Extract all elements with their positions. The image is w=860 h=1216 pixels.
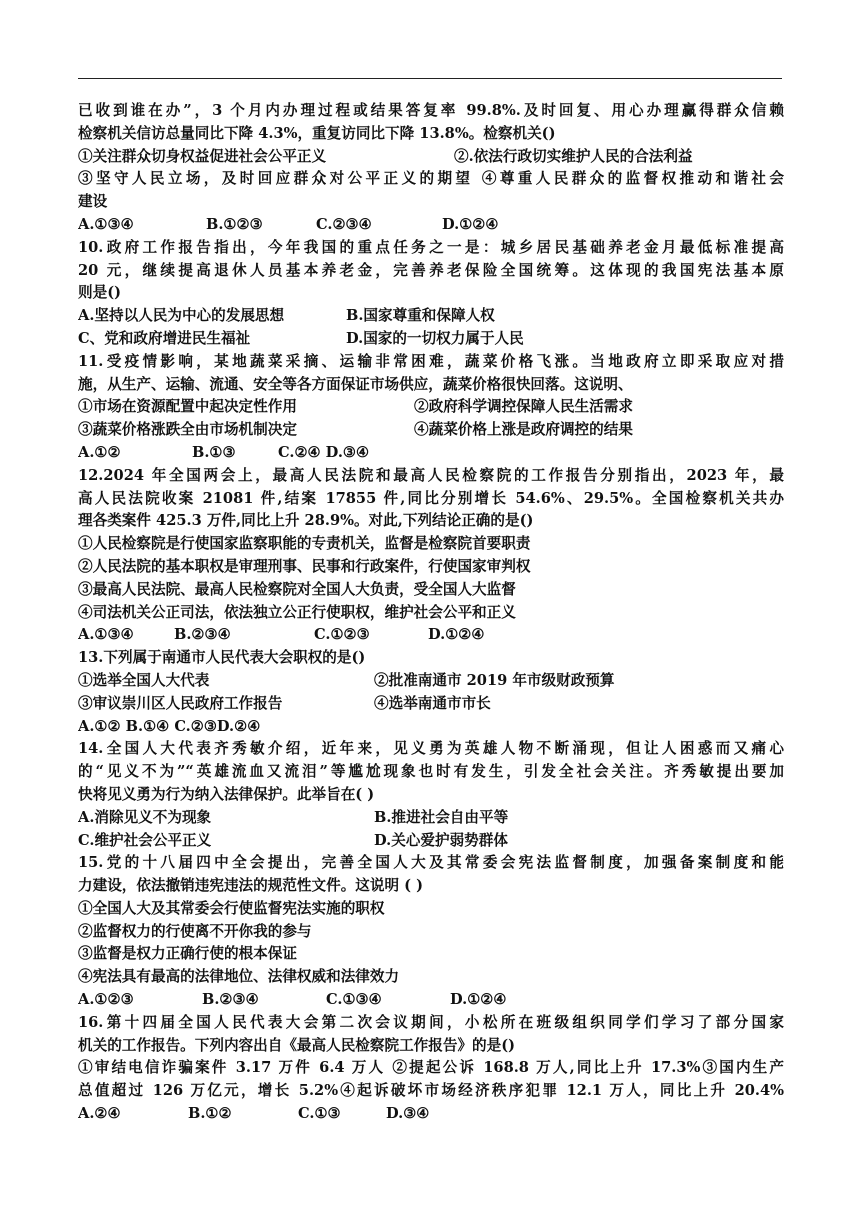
q13-choices: A.①② B.①④ C.②③D.②④	[78, 717, 261, 735]
q13-stem-line: 13.下列属于南通市人民代表大会职权的是()	[78, 649, 366, 667]
q13-option: ①选举全国人大代表	[78, 671, 210, 689]
q15-choices	[78, 989, 784, 1012]
choice: A.①③④	[78, 215, 134, 233]
q15-option: ①全国人大及其常委会行使监督宪法实施的职权	[78, 899, 385, 917]
choice: A.①③④	[78, 626, 134, 644]
q10-option-row	[78, 305, 784, 328]
q13-option-row	[78, 693, 784, 716]
q15-option: ④宪法具有最高的法律地位、法律权威和法律效力	[78, 968, 400, 986]
q11-stem-line: 11.受疫情影响，某地蔬菜采摘、运输非常困难，蔬菜价格飞涨。当地政府立即采取应对措	[78, 352, 784, 370]
choice: C.①③④	[326, 991, 382, 1009]
q10-option: C、党和政府增进民生福祉	[78, 329, 251, 347]
q14-stem-line: 的“见义不为”“英雄流血又流泪”等尴尬现象也时有发生，引发全社会关注。齐秀敏提出要加	[78, 763, 784, 781]
q12-option: ④司法机关公正司法，依法独立公正行使职权，维护社会公平和正义	[78, 603, 516, 621]
choice: C.①②③	[314, 626, 370, 644]
q11-option: ④蔬菜价格上涨是政府调控的结果	[414, 421, 633, 439]
q11-option: ①市场在资源配置中起决定性作用	[78, 398, 297, 416]
q11-choices	[78, 442, 784, 465]
q10-option-row	[78, 328, 784, 351]
q9-choices	[78, 214, 784, 237]
q12-option: ②人民法院的基本职权是审理刑事、民事和行政案件，行使国家审判权	[78, 557, 531, 575]
q16-choices	[78, 1103, 784, 1126]
q14-option: A.消除见义不为现象	[78, 808, 212, 826]
q9-stem-line: 检察机关信访总量同比下降 4.3%，重复访同比下降 13.8%。检察机关()	[78, 124, 556, 142]
q10-stem-line: 10.政府工作报告指出，今年我国的重点任务之一是：城乡居民基础养老金月最低标准提高	[78, 238, 784, 256]
q12-stem-line: 理各类案件 425.3 万件,同比上升 28.9%。对此,下列结论正确的是()	[78, 512, 534, 530]
header-rule	[78, 78, 782, 79]
choice: D.①②④	[428, 626, 485, 644]
choice: C.②④ D.③④	[278, 443, 370, 461]
q11-option-row	[78, 396, 784, 419]
q14-option-row	[78, 830, 784, 853]
choice: B.②③④	[174, 626, 231, 644]
choice: A.①②③	[78, 991, 134, 1009]
q12-option: ③最高人民法院、最高人民检察院对全国人大负责，受全国人大监督	[78, 580, 516, 598]
choice: B.①③	[192, 443, 236, 461]
q10-option: A.坚持以人民为中心的发展思想	[78, 307, 285, 325]
q14-option: D.关心爱护弱势群体	[374, 831, 508, 849]
q9-option: ②.依法行政切实维护人民的合法利益	[454, 147, 693, 165]
q16-stem-line: 机关的工作报告。下列内容出自《最高人民检察院工作报告》的是()	[78, 1036, 516, 1054]
choice: A.②④	[78, 1105, 121, 1123]
q16-option: ①审结电信诈骗案件 3.17 万件 6.4 万人 ②提起公诉 168.8 万人,同比上升 17.3%③国内生产	[78, 1059, 784, 1077]
q13-option: ③审议崇川区人民政府工作报告	[78, 694, 283, 712]
q15-option: ③监督是权力正确行使的根本保证	[78, 945, 297, 963]
q15-option: ②监督权力的行使离不开你我的参与	[78, 922, 312, 940]
choice: A.①②	[78, 443, 121, 461]
q12-option: ①人民检察院是行使国家监察职能的专责机关，监督是检察院首要职责	[78, 535, 531, 553]
q9-option-row	[78, 146, 784, 169]
q12-choices	[78, 624, 784, 647]
q13-option: ②批准南通市 2019 年市级财政预算	[374, 671, 615, 689]
q16-stem-line: 16.第十四届全国人民代表大会第二次会议期间，小松所在班级组织同学们学习了部分国家	[78, 1013, 784, 1031]
q9-stem-line: 已收到谁在办”，3 个月内办理过程或结果答复率 99.8%.及时回复、用心办理赢得群众信赖	[78, 102, 784, 119]
choice: B.①②	[188, 1105, 232, 1123]
q11-stem-line: 施，从生产、运输、流通、安全等各方面保证市场供应，蔬菜价格很快回落。这说明、	[78, 375, 633, 393]
q14-stem-line: 快将见义勇为行为纳入法律保护。此举旨在( )	[78, 785, 375, 803]
choice: B.②③④	[202, 991, 259, 1009]
q13-option-row	[78, 670, 784, 693]
q10-stem-line: 20 元，继续提高退休人员基本养老金，完善养老保险全国统筹。这体现的我国宪法基本原	[78, 261, 784, 279]
q15-stem-line: 15.党的十八届四中全会提出，完善全国人大及其常委会宪法监督制度，加强备案制度和能	[78, 854, 784, 872]
choice: B.①②③	[206, 215, 263, 233]
q12-stem-line: 高人民法院收案 21081 件,结案 17855 件,同比分别增长 54.6%、29.5%。全国检察机关共办	[78, 489, 784, 507]
q14-option-row	[78, 807, 784, 830]
q9-option: ③坚守人民立场，及时回应群众对公平正义的期望 ④尊重人民群众的监督权推动和谐社会	[78, 170, 784, 188]
q12-stem-line: 12.2024 年全国两会上，最高人民法院和最高人民检察院的工作报告分别指出，2023 年，最	[78, 466, 784, 484]
q11-option-row	[78, 419, 784, 442]
q15-stem-line: 力建设，依法撤销违宪违法的规范性文件。这说明 ( )	[78, 877, 424, 895]
q10-stem-line: 则是()	[78, 284, 121, 302]
q9-option: ①关注群众切身权益促进社会公平正义	[78, 147, 327, 165]
q16-option: 总值超过 126 万亿元，增长 5.2%④起诉破坏市场经济秩序犯罪 12.1 万人，同比上升 20.4%	[78, 1082, 784, 1100]
choice: D.③④	[386, 1105, 430, 1123]
q14-option: B.推进社会自由平等	[374, 808, 509, 826]
choice: C.②③④	[316, 215, 372, 233]
choice: D.①②④	[450, 991, 507, 1009]
choice: D.①②④	[442, 215, 499, 233]
exam-page	[78, 100, 784, 1126]
q11-option: ②政府科学调控保障人民生活需求	[414, 398, 633, 416]
q10-option: B.国家尊重和保障人权	[346, 307, 495, 325]
q14-option: C.维护社会公平正义	[78, 831, 212, 849]
q14-stem-line: 14.全国人大代表齐秀敏介绍，近年来，见义勇为英雄人物不断涌现，但让人困惑而又痛心	[78, 740, 784, 758]
q10-option: D.国家的一切权力属于人民	[346, 329, 524, 347]
choice: C.①③	[298, 1105, 341, 1123]
q11-option: ③蔬菜价格涨跌全由市场机制决定	[78, 421, 297, 439]
q13-option: ④选举南通市市长	[374, 694, 491, 712]
q9-option: 建设	[78, 193, 108, 211]
